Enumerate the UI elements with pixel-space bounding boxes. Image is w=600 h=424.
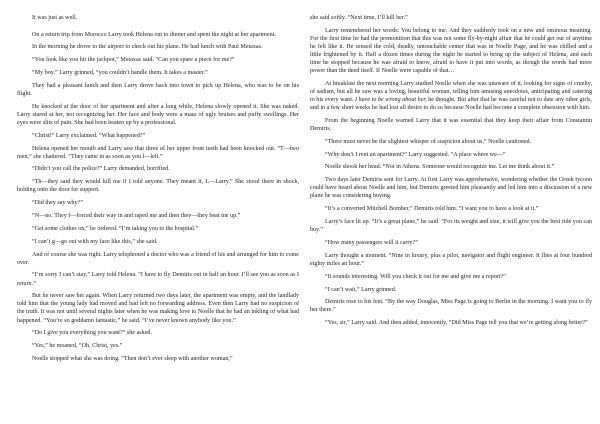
text-run: he thought. But after that he was careful not to date any other girls, and in a few short weeks he had lost all desire to do so because Noelle had become a complete obsession with him. [310, 97, 592, 112]
paragraph: “I can’t g—go out with my face like this,” she said. [32, 238, 158, 245]
paragraph: He knocked at the door of her apartment and after a long while, Helena slowly opened it. She was naked. Larry stared at her, not recognizing her. Her face and body were a mass of ugly bruises and puffy swellings. Her eyes were slits of pain. She had been beaten up by a professional. [17, 103, 299, 126]
text-run: At breakfast the next morning Larry studied Noelle when she was unaware of it, looking for signs of cruelty, of sadism, but all he saw was a loving, beautiful woman, telling him amusing anecdotes, anticipating and catering to his every want. [310, 80, 592, 104]
paragraph: It was just as well. [32, 15, 78, 21]
paragraph: “I can’t wait,” Larry grinned. [325, 286, 397, 293]
paragraph: “Why don’t I rent an apartment?” Larry suggested. “A place where we—” [325, 151, 506, 158]
paragraph: On a return trip from Morocco Larry took Helena out to dinner and spent the night at her apartment. [32, 31, 276, 38]
left-column [17, 14, 299, 368]
paragraph: Larry’s face lit up. “It’s a great plane,” he said. “For its weight and size, it will give you the best ride you can buy.” [310, 219, 592, 234]
right-column [310, 14, 592, 332]
paragraph: “Get some clothes on,” he ordered. “I’m taking you to the hospital.” [32, 225, 199, 232]
paragraph: Two days later Demiris sent for Larry. At first Larry was apprehensive, wondering whether the Greek tycoon could have heard about Noelle and him, but Demiris greeted him pleasantly and led him into a discussion of a new plane he was considering buying. [310, 177, 592, 200]
paragraph [310, 80, 592, 112]
paragraph: Larry thought a moment. “Nine in luxury, plus a pilot, navigator and flight engineer. It flies at four hundred eighty miles an hour.” [310, 252, 592, 267]
paragraph: “Yes, sir,” Larry said. And then added, innocently, “Did Miss Page tell you that we’re getting along better?” [325, 320, 588, 327]
paragraph: “Christ!” Larry exclaimed. “What happened?” [32, 132, 146, 139]
paragraph: “My boy,” Larry grinned, “you couldn’t handle them. It takes a master.” [32, 70, 208, 77]
paragraph: “It sounds interesting. Will you check it out for me and give me a report?” [325, 273, 506, 280]
paragraph: “Yes,” he moaned, “Oh, Christ, yes.” [32, 343, 123, 350]
paragraph: “Do I give you everything you want?” she asked. [32, 330, 152, 337]
paragraph: “Did they say why?” [32, 200, 83, 207]
paragraph: “Didn’t you call the police?” Larry demanded, horrified. [32, 166, 170, 173]
paragraph: “You look like you hit the jackpot,” Metaxas said. “Can you spare a piece for me?” [32, 57, 235, 64]
paragraph: From the beginning Noelle warned Larry that it was essential that they keep their affair from Constantin Demiris. [310, 117, 592, 132]
paragraph: In the morning he drove to the airport to check out his plane. He had lunch with Paul Metaxas. [32, 44, 263, 51]
paragraph: “It’s a converted Mitchell Bomber,” Demiris told him. “I want you to have a look at it.” [325, 206, 539, 213]
paragraph: Helena opened her mouth and Larry saw that three of her upper front teeth had been knocked out. “T—two men,” she chattered. “They came in as soon as you l—left.” [17, 145, 299, 160]
paragraph: “There must never be the slightest whisper of suspicion about us,” Noelle cautioned. [325, 138, 532, 145]
paragraph: Noelle shook her head. “Not in Athens. Someone would recognize me. Let me think about it.” [325, 164, 555, 171]
italic-text: I have to be wrong about her, [355, 97, 427, 104]
paragraph: “Th—they said they would kill me if I told anyone. They meant it, L—Larry.” She stood there in shock, holding onto the door for support. [17, 179, 299, 194]
paragraph: “How many passengers will it carry?” [325, 240, 418, 246]
paragraph: But he never saw her again. When Larry returned two days later, the apartment was empty, and the landlady told him that the young lady had moved and had left no forwarding address. Even then Larry had no suspicion of the truth. It was not until several nights later when he was making love to Noelle that he had an inkling of what had happened. “You’re so goddamn fantastic,” he said. “I’ve never known anybody like you.” [17, 293, 299, 324]
paragraph: They had a pleasant lunch and then Larry drove back into town to pick up Helena, who was to be on his flight. [17, 82, 299, 97]
paragraph: And of course she was right. Larry telephoned a doctor who was a friend of his and arranged for him to come over. [17, 251, 299, 266]
paragraph: she said softly. “Next time, I’ll kill her.” [310, 15, 408, 21]
paragraph: Larry remembered her words: You belong to me. And they suddenly took on a new and ominous meaning. For the first time he had the premonition that this was not some fly-by-night affair that he could get out of anytime he felt like it. He sensed the cold, deadly, untouchable center that was in Noelle Page, and he was chilled and a little frightened by it. Half a dozen times during the night he started to bring up the subject of Helena, and each time he stopped because he was afraid to know, afraid to have it put into words, as though the words had more power than the deed itself. If Noelle were capable of that… [310, 27, 592, 75]
paragraph: “I’m sorry I can’t stay,” Larry told Helena. “I have to fly Demiris out in half an hour. I’ll see you as soon as I return.” [17, 272, 299, 287]
paragraph: “N—no. They f—forced their way in and raped me and then they—they beat me up.” [32, 213, 241, 220]
paragraph: Noelle stopped what she was doing. “Then don’t ever sleep with another woman,” [32, 356, 233, 363]
paragraph: Demiris rose to his feet. “By the way Douglas, Miss Page is going to Berlin in the morning. I want you to fly her there.” [310, 299, 592, 314]
